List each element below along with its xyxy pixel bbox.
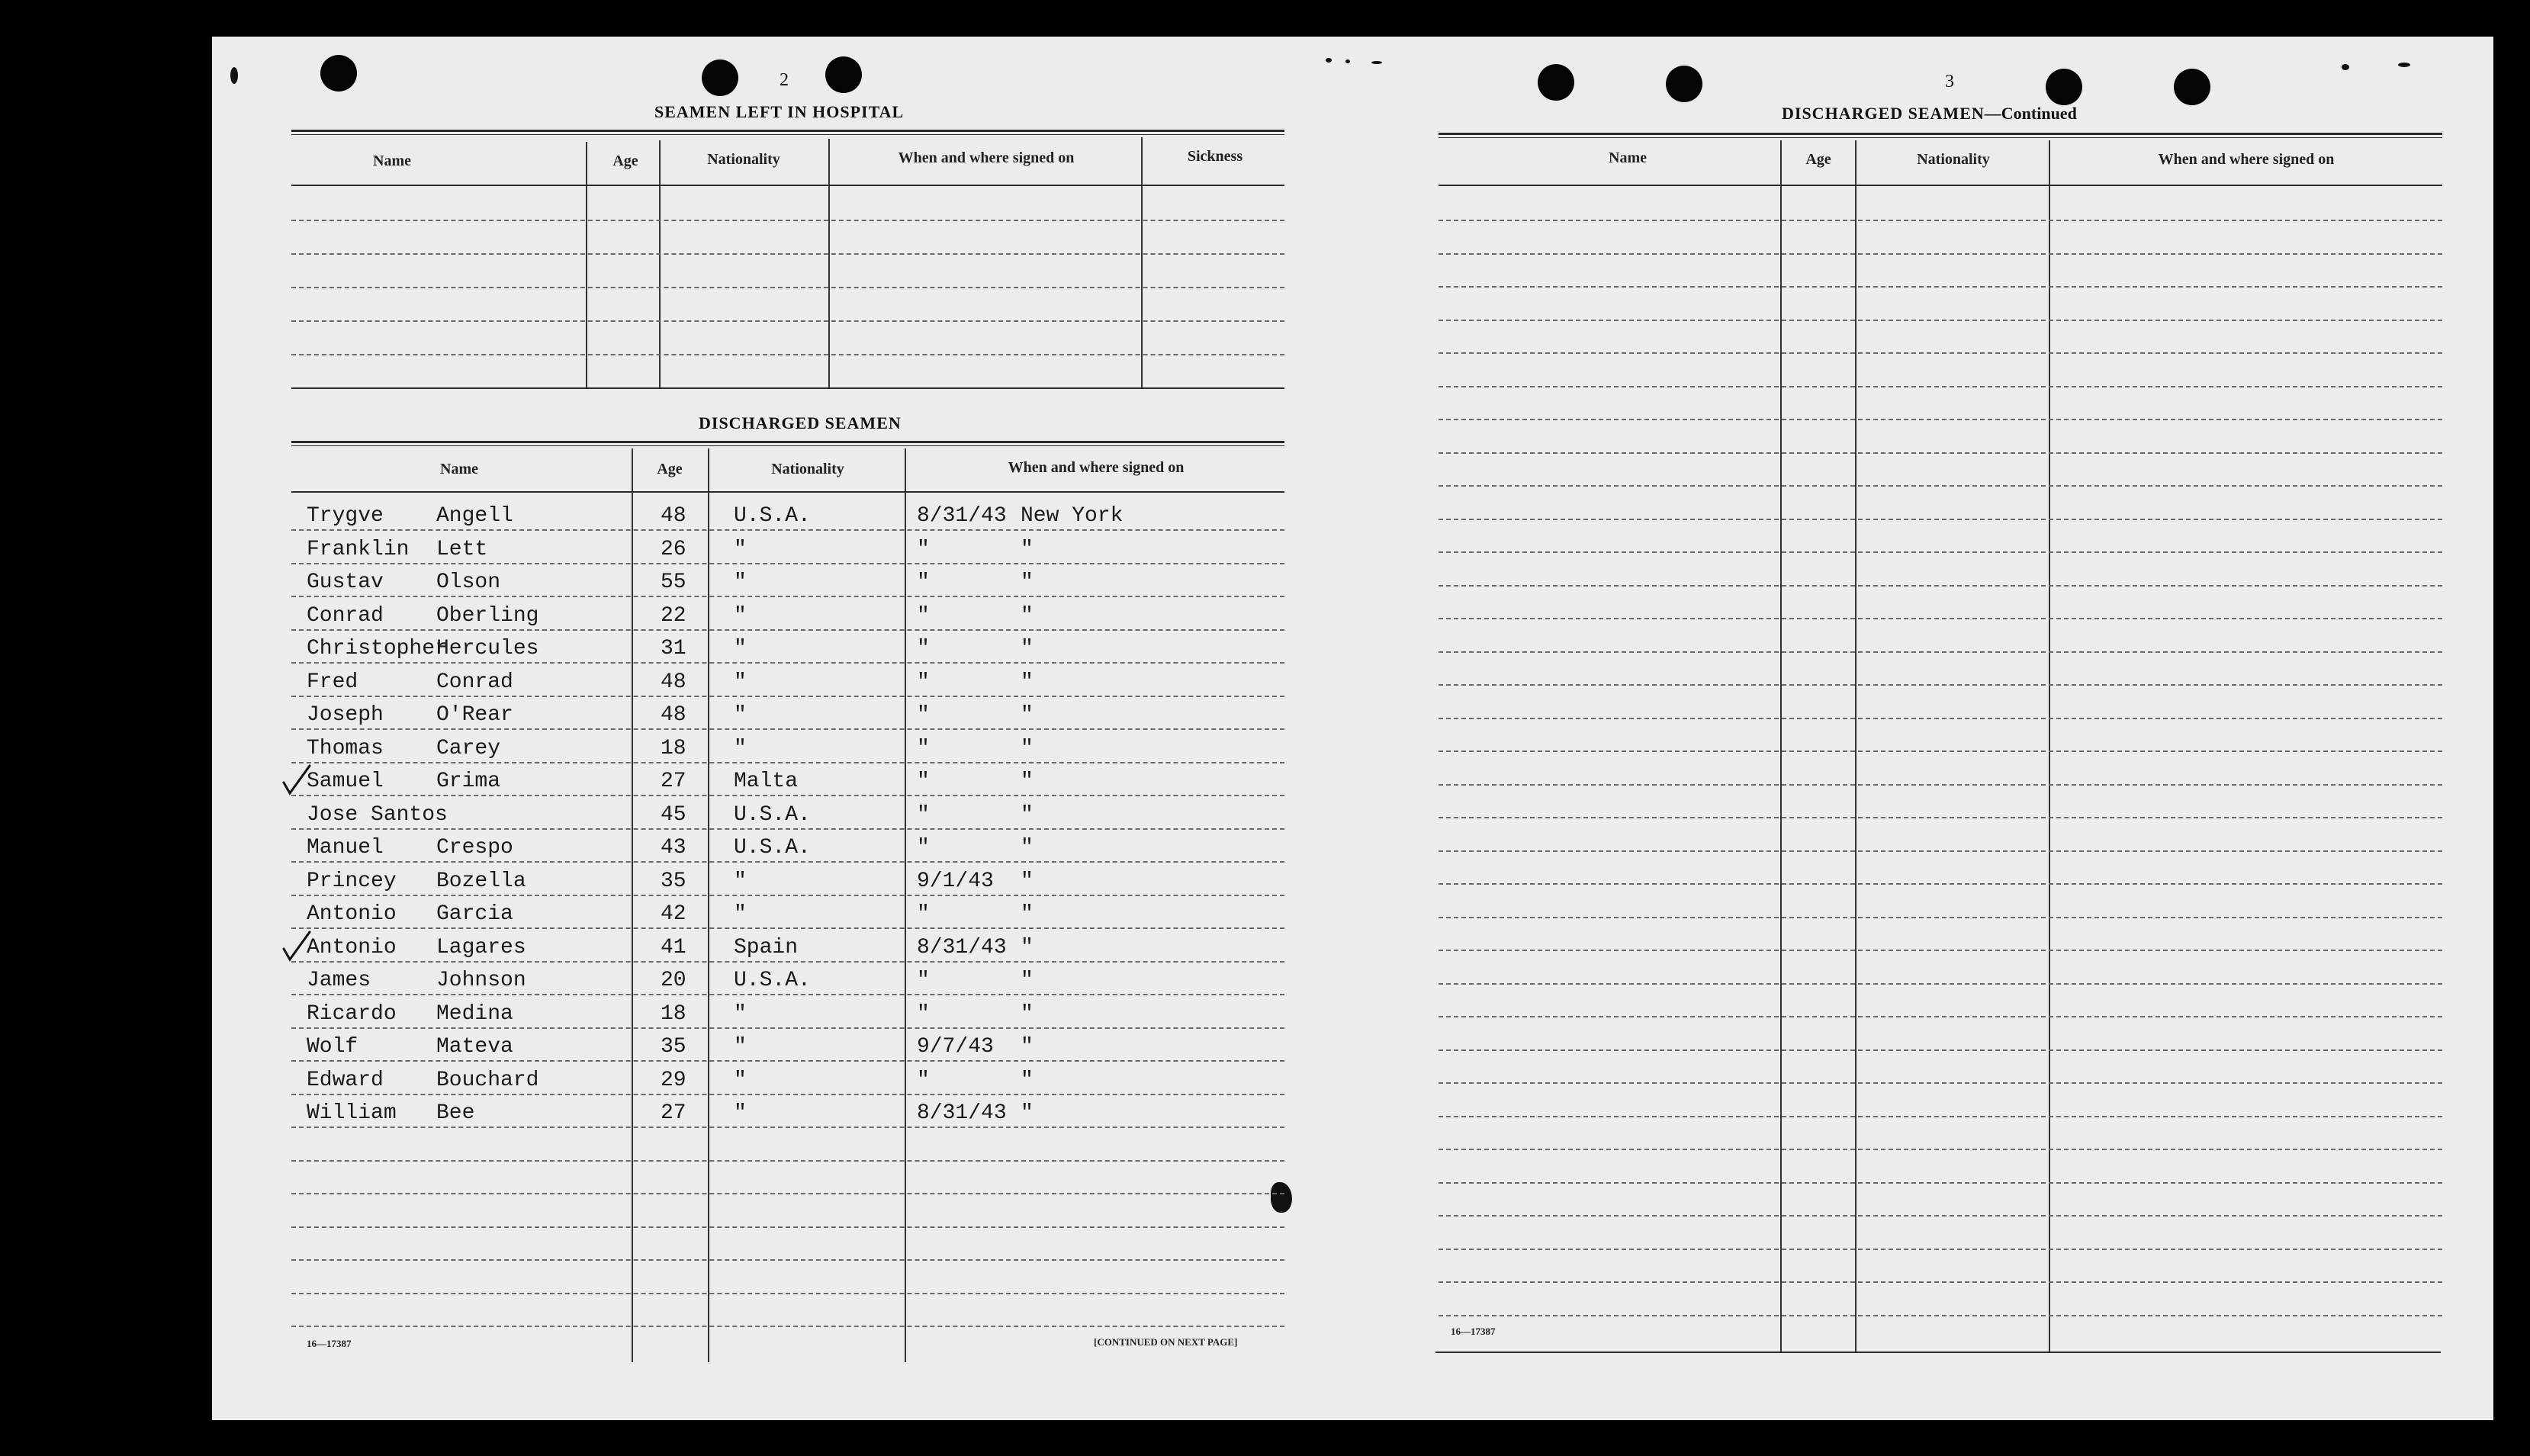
cell-first: Samuel — [307, 770, 384, 793]
table-rule — [1435, 1352, 2441, 1353]
checkmark-icon — [281, 929, 313, 964]
cell-last: Lett — [436, 537, 488, 561]
cell-date: " — [917, 969, 930, 992]
dotted-row-rule — [291, 1160, 1284, 1162]
paper-speck — [1345, 59, 1350, 63]
dotted-row-rule — [291, 253, 1284, 255]
cell-first: William — [307, 1101, 397, 1125]
cell-last: Lagares — [436, 935, 526, 959]
cell-nationality: " — [734, 1035, 747, 1059]
cell-age: 43 — [661, 836, 686, 860]
dotted-row-rule — [1439, 917, 2442, 918]
cell-nationality: U.S.A. — [734, 802, 811, 827]
table-rule — [291, 134, 1284, 135]
dotted-row-rule — [1439, 950, 2442, 951]
table-rule — [291, 387, 1284, 389]
dotted-row-rule — [1439, 253, 2442, 255]
dotted-row-rule — [291, 762, 1284, 763]
dotted-row-rule — [1439, 1116, 2442, 1117]
cell-first: Antonio — [307, 935, 397, 959]
dotted-row-rule — [1439, 883, 2442, 885]
cell-last: O'Rear — [436, 703, 513, 727]
cell-date: " — [917, 1068, 930, 1092]
dotted-row-rule — [1439, 850, 2442, 852]
cell-date: " — [917, 736, 930, 760]
dotted-row-rule — [291, 1293, 1284, 1294]
cell-age: 31 — [661, 637, 686, 661]
column-divider — [1780, 140, 1782, 1353]
cell-place: New York — [1021, 504, 1124, 528]
punch-hole — [825, 56, 862, 93]
dotted-row-rule — [291, 1127, 1284, 1128]
dotted-row-rule — [1439, 651, 2442, 653]
cell-age: 20 — [661, 969, 686, 992]
continued-title-main: DISCHARGED SEAMEN — [1782, 104, 1985, 123]
dotted-row-rule — [1439, 286, 2442, 288]
cell-nationality: " — [734, 637, 747, 661]
column-divider — [632, 448, 633, 1362]
cell-age: 18 — [661, 736, 686, 760]
cell-last: Conrad — [436, 670, 513, 694]
cell-last: Bozella — [436, 869, 526, 893]
cell-place: " — [1021, 637, 1034, 661]
punch-hole — [320, 55, 357, 92]
dotted-row-rule — [1439, 817, 2442, 818]
dotted-row-rule — [291, 696, 1284, 697]
cell-age: 35 — [661, 869, 686, 893]
paper-speck — [1371, 61, 1382, 64]
cell-first: Trygve — [307, 504, 384, 528]
cell-nationality: " — [734, 1101, 747, 1125]
cell-date: 8/31/43 — [917, 1101, 1007, 1125]
continued-section-title — [1782, 104, 2077, 124]
cell-nationality: " — [734, 537, 747, 561]
column-header-age: Age — [1805, 151, 1831, 168]
dotted-row-rule — [291, 795, 1284, 796]
cell-place: " — [1021, 1035, 1034, 1059]
cell-nationality: Spain — [734, 935, 799, 959]
cell-place: " — [1021, 1001, 1034, 1026]
dotted-row-rule — [1439, 320, 2442, 321]
dotted-row-rule — [1439, 983, 2442, 985]
column-header-signed-on: When and where signed on — [1008, 459, 1185, 476]
dotted-row-rule — [291, 320, 1284, 322]
cell-date: 8/31/43 — [917, 935, 1007, 959]
dotted-row-rule — [291, 1027, 1284, 1029]
cell-place: " — [1021, 571, 1034, 594]
cell-age: 45 — [661, 802, 686, 827]
dotted-row-rule — [1439, 452, 2442, 454]
cell-age: 55 — [661, 571, 686, 594]
cell-first: Princey — [307, 869, 397, 893]
cell-last: Bouchard — [436, 1068, 539, 1092]
cell-first: Manuel — [307, 836, 384, 860]
cell-place: " — [1021, 770, 1034, 793]
cell-age: 48 — [661, 670, 686, 694]
form-number: 16—17387 — [307, 1338, 352, 1349]
cell-age: 48 — [661, 703, 686, 727]
table-rule — [1439, 185, 2442, 186]
cell-nationality: " — [734, 703, 747, 727]
cell-date: " — [917, 537, 930, 561]
dotted-row-rule — [1439, 718, 2442, 719]
cell-age: 27 — [661, 770, 686, 793]
ink-blot — [1271, 1182, 1292, 1213]
cell-last: Olson — [436, 571, 501, 594]
cell-place: " — [1021, 836, 1034, 860]
cell-date: 9/7/43 — [917, 1035, 994, 1059]
cell-age: 26 — [661, 537, 686, 561]
cell-age: 48 — [661, 504, 686, 528]
cell-last: Garcia — [436, 902, 513, 926]
discharged-section-title: DISCHARGED SEAMEN — [699, 413, 902, 432]
dotted-row-rule — [1439, 1249, 2442, 1250]
table-rule — [291, 185, 1284, 186]
cell-nationality: " — [734, 670, 747, 694]
cell-first: Joseph — [307, 703, 384, 727]
cell-date: " — [917, 603, 930, 628]
cell-place: " — [1021, 802, 1034, 827]
cell-first: Wolf — [307, 1035, 358, 1059]
dotted-row-rule — [1439, 220, 2442, 221]
cell-place: " — [1021, 603, 1034, 628]
cell-place: " — [1021, 670, 1034, 694]
dotted-row-rule — [291, 1326, 1284, 1327]
dotted-row-rule — [1439, 1182, 2442, 1184]
cell-date: " — [917, 836, 930, 860]
cell-nationality: " — [734, 571, 747, 594]
dotted-row-rule — [291, 529, 1284, 531]
continued-title-suffix: —Continued — [1984, 104, 2077, 123]
cell-date: " — [917, 670, 930, 694]
dotted-row-rule — [291, 728, 1284, 730]
cell-first: Antonio — [307, 902, 397, 926]
cell-place: " — [1021, 1068, 1034, 1092]
dotted-row-rule — [1439, 1049, 2442, 1051]
cell-age: 42 — [661, 902, 686, 926]
column-divider — [586, 142, 587, 387]
punch-hole — [1666, 66, 1702, 102]
dotted-row-rule — [291, 1094, 1284, 1095]
table-rule — [1439, 133, 2442, 135]
table-rule — [291, 445, 1284, 446]
cell-nationality: U.S.A. — [734, 504, 811, 528]
column-header-name: Name — [1609, 149, 1647, 166]
dotted-row-rule — [1439, 750, 2442, 752]
dotted-row-rule — [291, 861, 1284, 863]
cell-last: Grima — [436, 770, 501, 793]
dotted-row-rule — [291, 1193, 1284, 1194]
table-rule — [291, 130, 1284, 132]
cell-last: Medina — [436, 1001, 513, 1026]
column-header-name: Name — [440, 461, 478, 477]
dotted-row-rule — [291, 961, 1284, 963]
dotted-row-rule — [291, 596, 1284, 597]
punch-hole — [1538, 64, 1574, 101]
dotted-row-rule — [291, 662, 1284, 664]
dotted-row-rule — [1439, 485, 2442, 487]
cell-first: Thomas — [307, 736, 384, 760]
dotted-row-rule — [291, 220, 1284, 221]
cell-date: " — [917, 770, 930, 793]
cell-first: Franklin — [307, 537, 410, 561]
cell-first: Ricardo — [307, 1001, 397, 1026]
cell-place: " — [1021, 537, 1034, 561]
cell-date: " — [917, 571, 930, 594]
form-number: 16—17387 — [1451, 1326, 1496, 1337]
punch-hole — [702, 59, 738, 96]
column-header-nationality: Nationality — [771, 461, 844, 477]
cell-nationality: " — [734, 902, 747, 926]
cell-last: Oberling — [436, 603, 539, 628]
cell-age: 27 — [661, 1101, 686, 1125]
dotted-row-rule — [291, 1259, 1284, 1261]
page-number: 2 — [780, 70, 789, 90]
cell-nationality: " — [734, 869, 747, 893]
column-divider — [828, 139, 830, 387]
column-header-sickness: Sickness — [1187, 148, 1243, 165]
cell-date: " — [917, 703, 930, 727]
table-rule — [291, 491, 1284, 493]
paper-speck — [230, 67, 238, 84]
paper-speck — [2398, 63, 2410, 67]
column-header-nationality: Nationality — [1917, 151, 1990, 168]
column-divider — [1141, 137, 1143, 387]
column-header-signed-on: When and where signed on — [2158, 151, 2335, 168]
dotted-row-rule — [1439, 1016, 2442, 1017]
cell-last: Crespo — [436, 836, 513, 860]
cell-last: Angell — [436, 504, 513, 528]
dotted-row-rule — [291, 1226, 1284, 1228]
cell-first: Gustav — [307, 571, 384, 594]
cell-age: 18 — [661, 1001, 686, 1026]
cell-first: Conrad — [307, 603, 384, 628]
checkmark-icon — [281, 763, 313, 798]
cell-date: " — [917, 637, 930, 661]
table-rule — [1439, 137, 2442, 138]
cell-last: Hercules — [436, 637, 539, 661]
cell-nationality: Malta — [734, 770, 799, 793]
cell-nationality: " — [734, 736, 747, 760]
cell-place: " — [1021, 902, 1034, 926]
dotted-row-rule — [291, 994, 1284, 995]
dotted-row-rule — [1439, 352, 2442, 354]
dotted-row-rule — [291, 828, 1284, 830]
cell-nationality: " — [734, 603, 747, 628]
cell-date: " — [917, 802, 930, 827]
cell-place: " — [1021, 703, 1034, 727]
dotted-row-rule — [1439, 684, 2442, 686]
cell-place: " — [1021, 1101, 1034, 1125]
cell-age: 22 — [661, 603, 686, 628]
cell-date: 8/31/43 — [917, 504, 1007, 528]
dotted-row-rule — [291, 287, 1284, 288]
column-header-name: Name — [373, 153, 411, 169]
cell-place: " — [1021, 736, 1034, 760]
column-header-signed-on: When and where signed on — [898, 149, 1075, 166]
cell-place: " — [1021, 869, 1034, 893]
cell-last: Carey — [436, 736, 501, 760]
cell-date: 9/1/43 — [917, 869, 994, 893]
cell-age: 35 — [661, 1035, 686, 1059]
cell-last: Mateva — [436, 1035, 513, 1059]
cell-nationality: " — [734, 1068, 747, 1092]
cell-first: Edward — [307, 1068, 384, 1092]
table-rule — [291, 441, 1284, 443]
cell-place: " — [1021, 935, 1034, 959]
column-divider — [708, 448, 709, 1362]
column-divider — [1855, 140, 1857, 1353]
dotted-row-rule — [1439, 519, 2442, 520]
dotted-row-rule — [291, 563, 1284, 564]
page-number: 3 — [1945, 72, 1954, 92]
dotted-row-rule — [291, 629, 1284, 631]
dotted-row-rule — [1439, 585, 2442, 587]
column-header-nationality: Nationality — [707, 151, 780, 168]
cell-date: " — [917, 1001, 930, 1026]
cell-age: 29 — [661, 1068, 686, 1092]
paper-speck — [1326, 58, 1332, 63]
dotted-row-rule — [1439, 1082, 2442, 1084]
continued-note: [CONTINUED ON NEXT PAGE] — [1094, 1336, 1238, 1348]
dotted-row-rule — [291, 1060, 1284, 1062]
cell-first: Fred — [307, 670, 358, 694]
dotted-row-rule — [1439, 1281, 2442, 1283]
cell-last: Bee — [436, 1101, 475, 1125]
column-header-age: Age — [612, 153, 638, 169]
dotted-row-rule — [1439, 784, 2442, 786]
column-divider — [905, 448, 906, 1362]
manifest-sheet — [212, 37, 2493, 1420]
cell-first: Jose Santos — [307, 802, 448, 827]
cell-age: 41 — [661, 935, 686, 959]
cell-place: " — [1021, 969, 1034, 992]
dotted-row-rule — [291, 927, 1284, 929]
dotted-row-rule — [1439, 1149, 2442, 1150]
dotted-row-rule — [1439, 1315, 2442, 1316]
paper-speck — [2342, 64, 2349, 70]
dotted-row-rule — [1439, 419, 2442, 420]
column-divider — [659, 140, 661, 387]
dotted-row-rule — [1439, 551, 2442, 553]
punch-hole — [2174, 69, 2210, 105]
dotted-row-rule — [1439, 1215, 2442, 1217]
cell-last: Johnson — [436, 969, 526, 992]
cell-nationality: U.S.A. — [734, 836, 811, 860]
dotted-row-rule — [1439, 386, 2442, 387]
column-header-age: Age — [657, 461, 683, 477]
cell-nationality: U.S.A. — [734, 969, 811, 992]
cell-first: James — [307, 969, 371, 992]
punch-hole — [2046, 69, 2082, 105]
dotted-row-rule — [291, 895, 1284, 896]
dotted-row-rule — [1439, 618, 2442, 619]
column-divider — [2049, 140, 2050, 1353]
hospital-section-title: SEAMEN LEFT IN HOSPITAL — [654, 102, 905, 121]
dotted-row-rule — [291, 354, 1284, 355]
cell-first: Christopher — [307, 637, 448, 661]
cell-date: " — [917, 902, 930, 926]
cell-nationality: " — [734, 1001, 747, 1026]
